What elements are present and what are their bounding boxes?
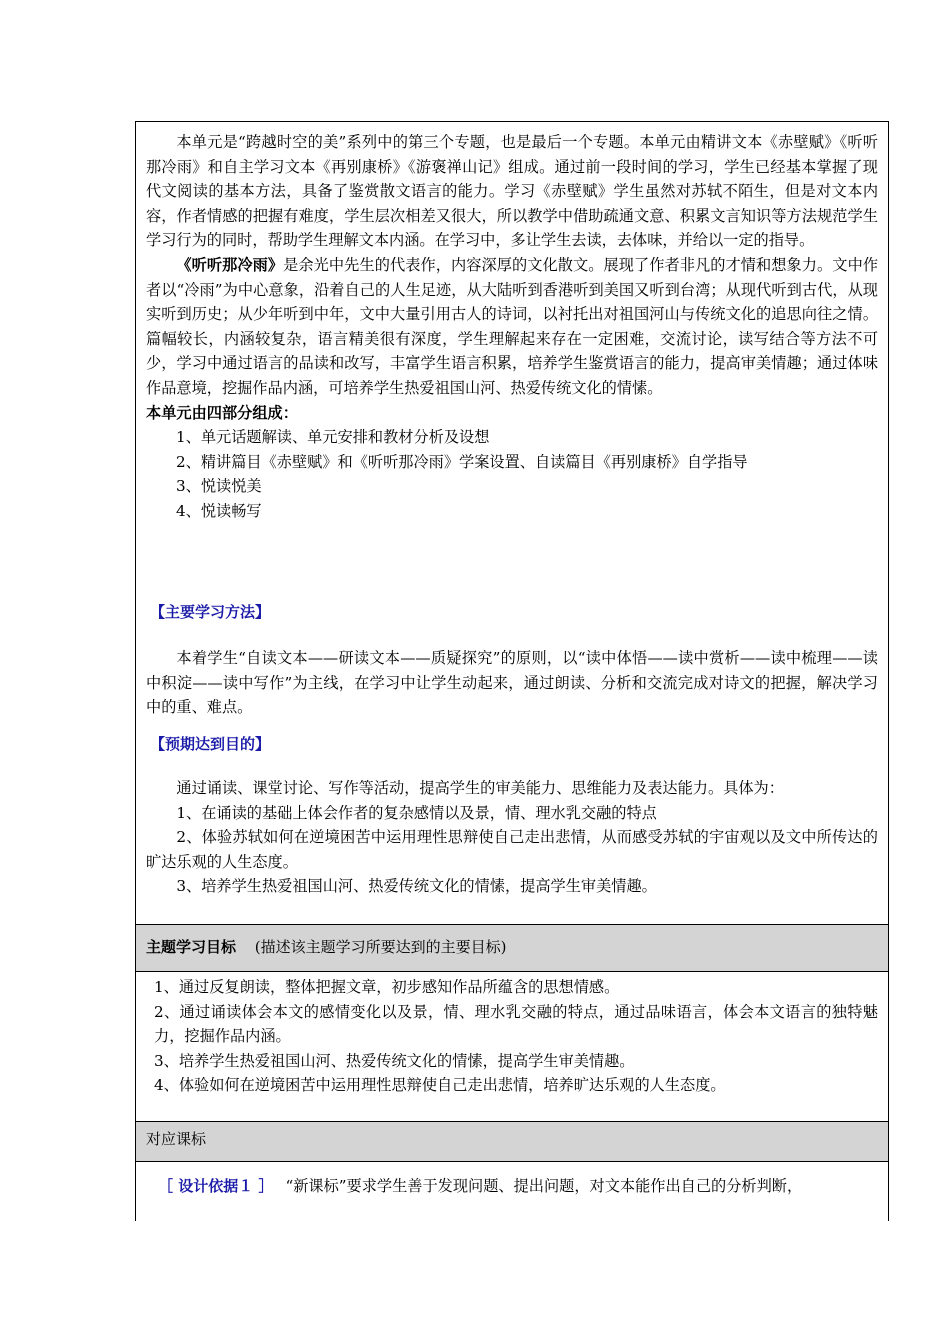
design-basis-line xyxy=(158,1174,878,1199)
intro-paragraph-2 xyxy=(146,253,878,401)
theme-goal-1: 1、通过反复朗读，整体把握文章，初步感知作品所蕴含的思想情感。 xyxy=(154,978,620,996)
methods-text: 本着学生“自读文本——研读文本——质疑探究”的原则，以“读中体悟——读中赏析——读中梳理——读中积淀——读中写作”为主线，在学习中让学生动起来，通过朗读、分析和交流完成对诗文的把握，解决学习中的重、难点。 xyxy=(146,649,878,717)
theme-goal-3: 3、培养学生热爱祖国山河、热爱传统文化的情愫，提高学生审美情趣。 xyxy=(154,1051,635,1070)
part-item-4: 4、悦读畅写 xyxy=(176,501,262,520)
theme-goals-note: (描述该主题学习所要达到的主要目标) xyxy=(254,938,507,956)
parts-heading: 本单元由四部分组成： xyxy=(146,403,298,422)
part-item-3: 3、悦读悦美 xyxy=(176,477,262,496)
design-basis-text: “新课标”要求学生善于发现问题、提出问题，对文本能作出自己的分析判断， xyxy=(285,1177,803,1195)
intro-paragraph-2-title: 《听听那冷雨》 xyxy=(176,255,284,274)
expected-goal-2: 2、体验苏轼如何在逆境困苦中运用理性思辩使自己走出悲情，从而感受苏轼的宇宙观以及文中所传达的旷达乐观的人生态度。 xyxy=(146,828,878,871)
expected-goal-3: 3、培养学生热爱祖国山河、热爱传统文化的情愫，提高学生审美情趣。 xyxy=(176,877,657,896)
expected-goals-heading: 【预期达到目的】 xyxy=(150,735,271,753)
intro-paragraph-1: 本单元是“跨越时空的美”系列中的第三个专题，也是最后一个专题。本单元由精讲文本《赤壁赋》《听听那冷雨》和自主学习文本《再别康桥》《游褒禅山记》组成。通过前一段时间的学习，学生已经基本掌握了现代文阅读的基本方法，具备了鉴赏散文语言的能力。学习《赤壁赋》学生虽然对苏轼不陌生，但是对文本内容，作者情感的把握有难度，学生层次相差又很大，所以教学中借助疏通文意、积累文言知识等方法规范学生学习行为的同时，帮助学生理解文本内涵。在学习中，多让学生去读，去体味，并给以一定的指导。 xyxy=(146,133,878,250)
theme-goal-2: 2、通过诵读体会本文的感情变化以及景，情、理水乳交融的特点，通过品味语言，体会本文语言的独特魅力，挖掘作品内涵。 xyxy=(154,1002,878,1046)
part-item-2: 2、精讲篇目《赤壁赋》和《听听那冷雨》学案设置、自读篇目《再别康桥》自学指导 xyxy=(176,452,748,471)
standards-label: 对应课标 xyxy=(146,1130,207,1148)
standards-cell xyxy=(136,1162,888,1222)
theme-goals-list xyxy=(154,975,878,1098)
design-basis-label: ［ 设计依据１ ］ xyxy=(158,1177,274,1195)
theme-goals-title: 主题学习目标 xyxy=(146,938,237,956)
expected-goals-intro: 通过诵读、课堂讨论、写作等活动，提高学生的审美能力、思维能力及表达能力。具体为： xyxy=(176,779,784,797)
standards-header-row xyxy=(136,1122,888,1162)
intro-paragraph-2-body: 是余光中先生的代表作，内容深厚的文化散文。展现了作者非凡的才情和想象力。文中作者以“冷雨”为中心意象，沿着自己的人生足迹，从大陆听到香港听到美国又听到台湾；从现代听到古代，从现实听到历史；从少年听到中年，文中大量引用古人的诗词，以衬托出对祖国河山与传统文化的追思向往之情。篇幅较长，内涵较复杂，语言精美很有深度，学生理解起来存在一定困难，交流讨论，读写结合等方法不可少，学习中通过语言的品读和改写，丰富学生语言积累，培养学生鉴赏语言的能力，提高审美情趣；通过体味作品意境，挖掘作品内涵，可培养学生热爱祖国山河、热爱传统文化的情愫。 xyxy=(146,255,879,397)
methods-heading: 【主要学习方法】 xyxy=(150,603,271,621)
theme-goal-4: 4、体验如何在逆境困苦中运用理性思辩使自己走出悲情，培养旷达乐观的人生态度。 xyxy=(154,1076,726,1095)
theme-goals-cell xyxy=(136,972,888,1122)
lesson-plan-table xyxy=(135,121,889,1221)
theme-goals-label xyxy=(146,935,507,959)
expected-goal-1: 1、在诵读的基础上体会作者的复杂感情以及景，情、理水乳交融的特点 xyxy=(176,803,657,822)
part-item-1: 1、单元话题解读、单元安排和教材分析及设想 xyxy=(176,428,490,447)
expected-goals-list xyxy=(146,776,878,899)
theme-goals-header-row xyxy=(136,924,888,972)
unit-overview-cell xyxy=(136,122,888,924)
